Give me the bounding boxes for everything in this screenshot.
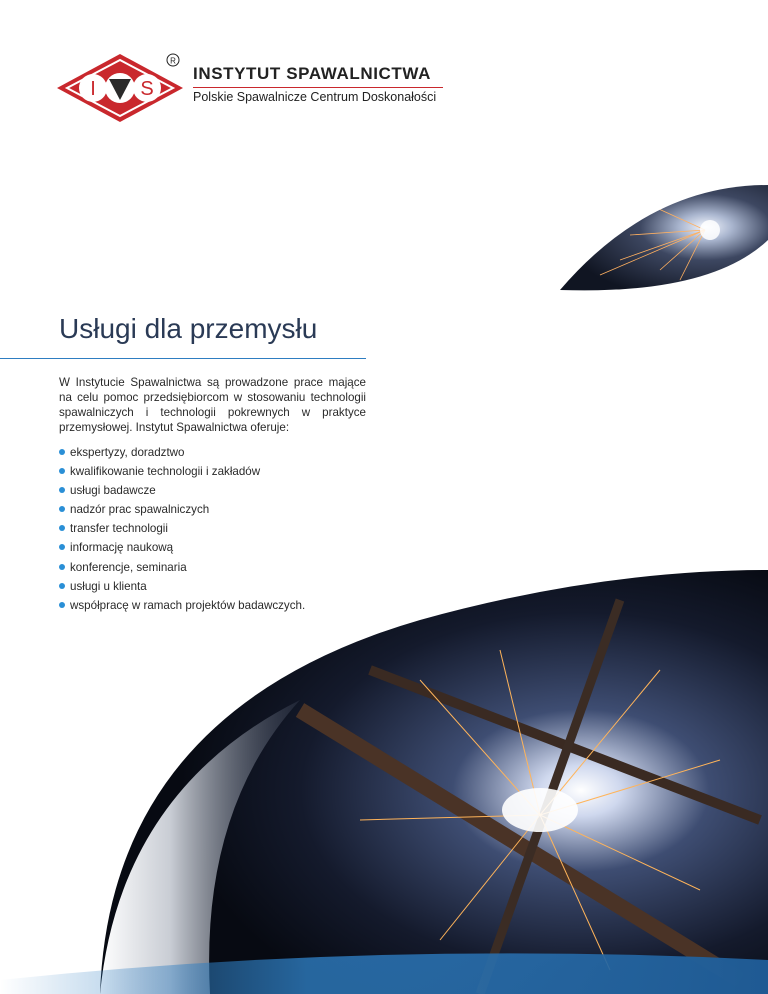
list-item: [59, 464, 305, 483]
brand-divider: [193, 87, 443, 88]
brand-name: INSTYTUT SPAWALNICTWA: [193, 64, 431, 83]
service-label: transfer technologii: [70, 522, 168, 536]
logo-letter-s: S: [140, 78, 154, 100]
service-label: współpracę w ramach projektów badawczych.: [70, 598, 306, 612]
intro-paragraph: W Instytucie Spawalnictwa są prowadzone prace mające na celu pomoc przedsiębiorcom w stosowaniu technologii spawalniczych i technologii pokrewnych w praktyce przemysłowej. Instytut Spawalnictwa oferuje:: [59, 376, 366, 434]
bullet-icon: [59, 544, 65, 550]
service-label: informację naukową: [70, 541, 174, 555]
list-item: [59, 483, 305, 502]
service-label: kwalifikowanie technologii i zakładów: [70, 465, 261, 479]
bullet-icon: [59, 506, 65, 512]
service-label: nadzór prac spawalniczych: [70, 503, 210, 517]
welding-photo-bottom: [0, 560, 768, 994]
institute-logo: [55, 48, 185, 128]
welding-photo-top: [560, 185, 768, 305]
service-label: konferencje, seminaria: [70, 560, 187, 574]
list-item: [59, 445, 305, 464]
service-label: usługi badawcze: [70, 484, 156, 498]
bullet-icon: [59, 449, 65, 455]
list-item: [59, 502, 305, 521]
list-item: [59, 521, 305, 540]
brand-subtitle: Polskie Spawalnicze Centrum Doskonałości: [193, 90, 437, 104]
service-label: usługi u klienta: [70, 579, 147, 593]
bullet-icon: [59, 487, 65, 493]
logo-letter-i: I: [90, 78, 96, 100]
bullet-icon: [59, 525, 65, 531]
page-title: Usługi dla przemysłu: [59, 313, 318, 344]
title-divider: [0, 358, 366, 359]
list-item: [59, 540, 305, 559]
bullet-icon: [59, 468, 65, 474]
service-label: ekspertyzy, doradztwo: [70, 446, 185, 459]
registered-mark: R: [170, 56, 176, 66]
